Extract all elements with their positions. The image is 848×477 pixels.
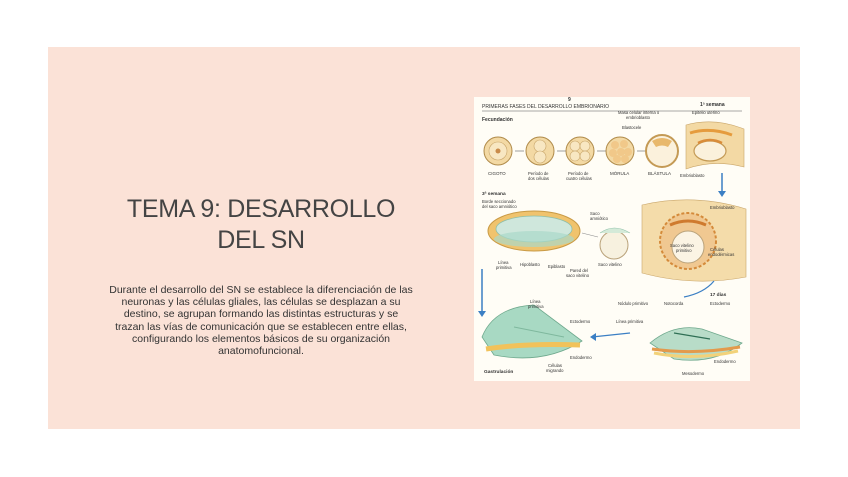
label-gastrulacion: Gastrulación — [484, 370, 514, 375]
label-morula: MÓRULA — [610, 171, 630, 176]
label-borde-2: del saco amniótico — [482, 204, 517, 209]
label-embrioblasto-r: Embrioblasto — [710, 205, 735, 210]
label-saco-amn-1: Saco — [590, 211, 600, 216]
cigoto-cell — [484, 137, 512, 165]
label-masa-celular: Masa celular interna o — [618, 110, 660, 115]
label-cel-migr-2: migrando — [546, 368, 564, 373]
label-saco-vitelino: Saco vitelino — [598, 262, 622, 267]
label-fecundacion: Fecundación — [482, 117, 513, 123]
label-endodermo-r: Endodermo — [714, 359, 736, 364]
implanted-blastocyst — [642, 200, 746, 281]
slide-title — [116, 194, 406, 256]
embryo-development-figure — [474, 97, 750, 381]
title-line-2: DEL SN — [217, 226, 305, 254]
trilaminar-disc — [650, 328, 742, 361]
label-cel-endo-1: Células — [710, 247, 724, 252]
two-cell-stage — [526, 137, 554, 165]
label-ectodermo-r: Ectodermo — [710, 301, 731, 306]
label-epiblasto: Epiblasto — [548, 264, 566, 269]
label-day17: 17 días — [710, 293, 727, 298]
gastrulation-disc — [482, 305, 582, 358]
label-embrioblasto-sub: embrioblasto — [626, 115, 650, 120]
label-epitelio: Epitelio uterino — [692, 110, 720, 115]
label-borde-1: Borde seccionado — [482, 199, 516, 204]
slide-body-text: Durante el desarrollo del SN se establece la diferenciación de las neuronas y las células gliales, las células se desplazan a su destino, se agrupan formando las distintas estructuras y se trazan las vías de comunicación que se establecen entre ellas, configurando los elementos básicos de su organización anatomofuncional. — [109, 284, 413, 358]
label-hipoblasto: Hipoblasto — [520, 262, 540, 267]
label-pared-1: Pared del — [570, 268, 588, 273]
yolk-sac-section — [600, 228, 630, 259]
four-cell-stage — [566, 137, 594, 165]
label-week1: 1ª semana — [700, 102, 725, 108]
figure-heading: PRIMERAS FASES DEL DESARROLLO EMBRIONARIO — [482, 104, 610, 110]
label-periodo-2: Período de — [568, 171, 589, 176]
embryonic-disc — [488, 211, 580, 251]
label-pared-2: saco vitelino — [566, 273, 590, 278]
label-linea-2: primitiva — [496, 265, 512, 270]
label-cuatro-celulas: cuatro células — [566, 176, 592, 181]
label-periodo-1: Período de — [528, 171, 549, 176]
blastula-stage — [646, 135, 678, 167]
label-linea-prim-g2: primitiva — [528, 304, 544, 309]
label-notocorda: Notocorda — [664, 301, 684, 306]
label-mesodermo: Mesodermo — [682, 371, 705, 376]
label-endodermo: Endodermo — [570, 355, 592, 360]
label-saco-vit-prim-1: Saco vitelino — [670, 243, 694, 248]
label-saco-amn-2: amniótico — [590, 216, 608, 221]
label-cel-endo-2: endodérmicas — [708, 252, 735, 257]
label-cel-migr-1: Células — [548, 363, 562, 368]
implantation-stage — [686, 122, 744, 169]
label-blastula: BLÁSTULA — [648, 171, 672, 176]
label-linea-prim-g1: Línea — [530, 299, 541, 304]
morula-stage — [606, 137, 634, 165]
embryo-illustration — [474, 97, 750, 381]
title-line-1: TEMA 9: DESARROLLO — [126, 195, 396, 223]
label-embrioblasto: Embrioblasto — [680, 173, 705, 178]
label-blastocele: Blastocele — [622, 125, 642, 130]
label-dos-celulas: dos células — [528, 176, 549, 181]
figure-number: 9 — [568, 97, 571, 103]
label-ectodermo: Ectodermo — [570, 319, 591, 324]
label-linea-prim-r: Línea primitiva — [616, 319, 644, 324]
label-saco-vit-prim-2: primitivo — [676, 248, 692, 253]
label-week3: 3ª semana — [482, 192, 506, 197]
label-linea-1: Línea — [498, 260, 509, 265]
label-nodulo: Nódulo primitivo — [618, 301, 649, 306]
label-cigoto: CIGOTO — [488, 171, 506, 176]
